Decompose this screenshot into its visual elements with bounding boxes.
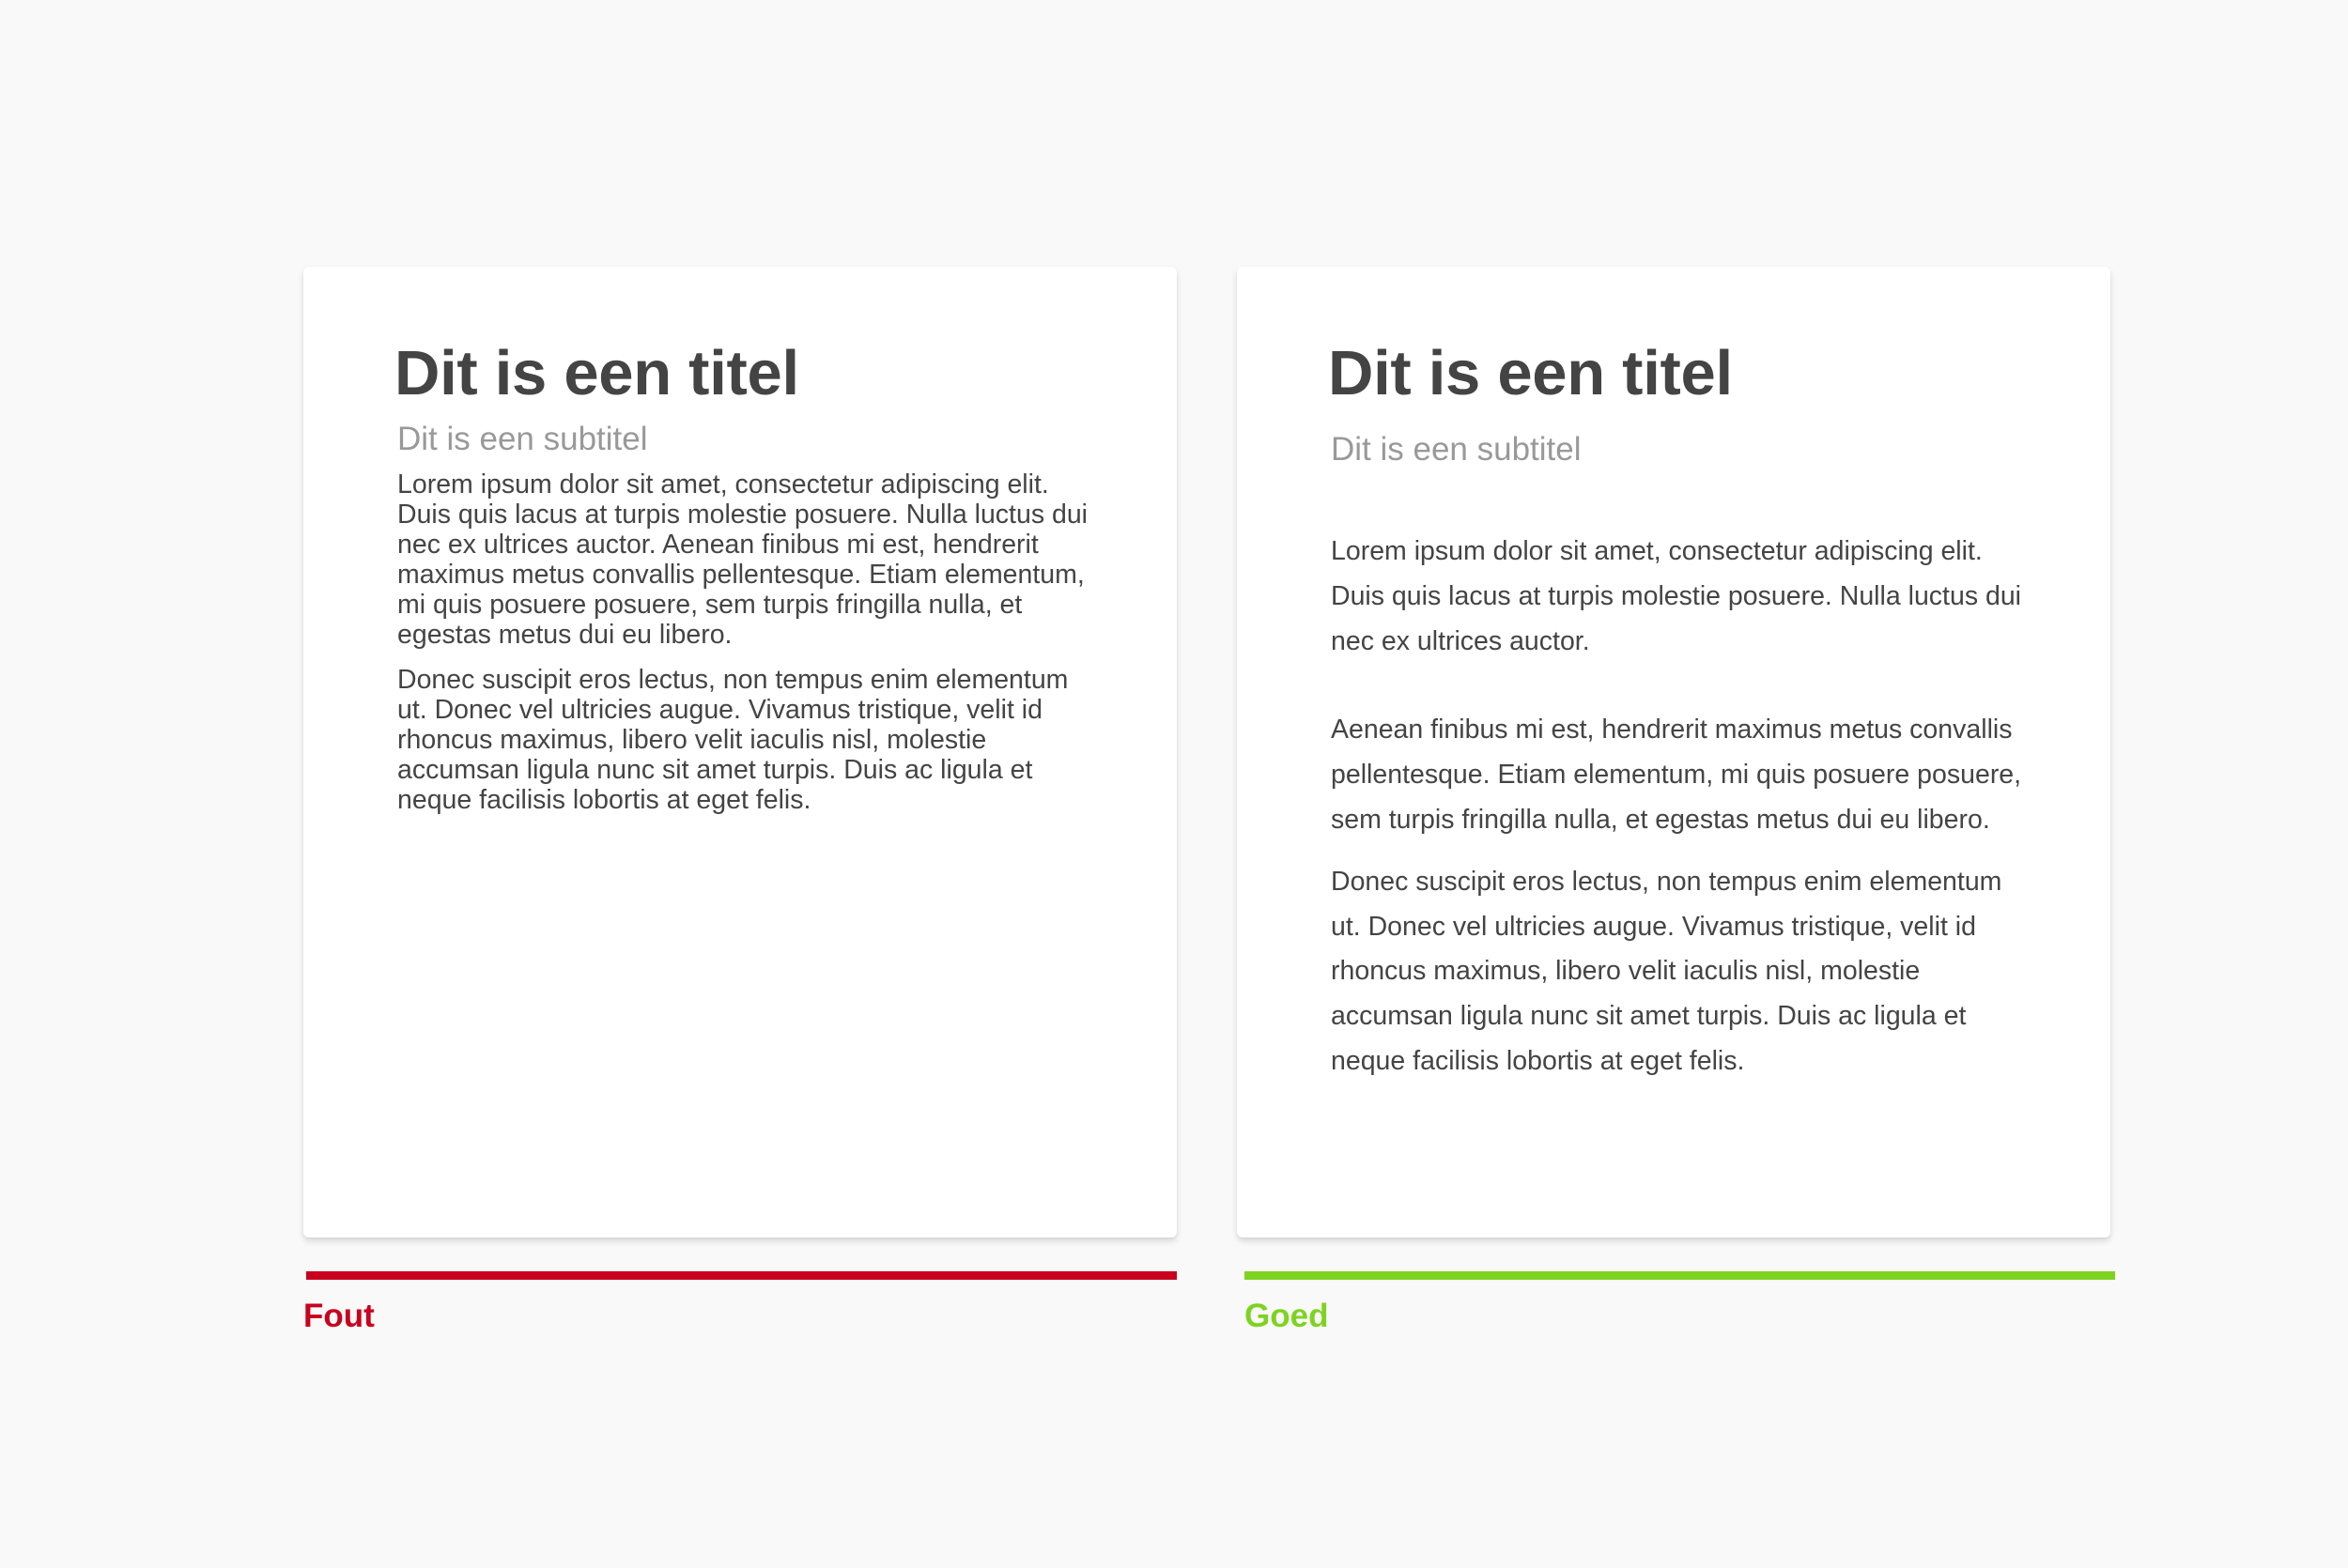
card-title: Dit is een titel	[1328, 338, 1733, 408]
body-paragraph: Lorem ipsum dolor sit amet, consectetur adipiscing elit. Duis quis lacus at turpis molestie posuere. Nulla luctus dui nec ex ultrices auctor.	[1331, 536, 2022, 656]
verdict-bar-right	[1244, 1271, 2115, 1280]
verdict-label-right: Goed	[1244, 1298, 1329, 1334]
example-card-wrong	[303, 267, 1177, 1237]
body-paragraph: Aenean finibus mi est, hendrerit maximus metus convallis pellentesque. Etiam elementum, mi quis posuere posuere, sem turpis fringilla nulla, et egestas metus dui eu libero.	[1331, 715, 2022, 835]
verdict-label-wrong: Fout	[303, 1298, 375, 1334]
card-body	[1331, 530, 2026, 1084]
body-paragraph: Donec suscipit eros lectus, non tempus enim elementum ut. Donec vel ultricies augue. Vivamus tristique, velit id rhoncus maximus, libero velit iaculis nisl, molestie accumsan ligula nunc sit amet turpis. Duis ac ligula et neque facilisis lobortis at eget felis.	[397, 665, 1069, 815]
card-subtitle: Dit is een subtitel	[397, 421, 648, 457]
card-subtitle: Dit is een subtitel	[1331, 431, 1582, 468]
example-card-right	[1237, 267, 2110, 1237]
body-paragraph: Donec suscipit eros lectus, non tempus enim elementum ut. Donec vel ultricies augue. Vivamus tristique, velit id rhoncus maximus, libero velit iaculis nisl, molestie accumsan ligula nunc sit amet turpis. Duis ac ligula et neque facilisis lobortis at eget felis.	[1331, 866, 2002, 1076]
card-title: Dit is een titel	[394, 338, 799, 408]
verdict-bar-wrong	[306, 1271, 1177, 1280]
body-paragraph: Lorem ipsum dolor sit amet, consectetur adipiscing elit. Duis quis lacus at turpis molestie posuere. Nulla luctus dui nec ex ultrices auctor. Aenean finibus mi est, hendrerit maximus metus convallis pellentesque. Etiam elementum, mi quis posuere posuere, sem turpis fringilla nulla, et egestas metus dui eu libero.	[397, 469, 1089, 650]
card-body	[397, 469, 1092, 815]
